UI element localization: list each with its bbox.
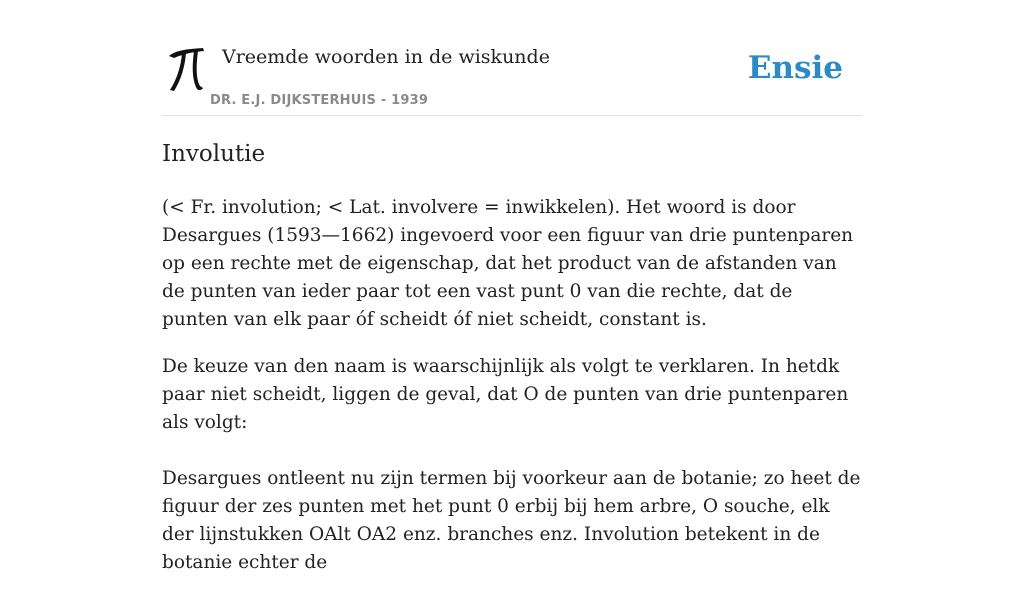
entry-paragraph: Desargues ontleent nu zijn termen bij voorkeur aan de botanie; zo heet de figuur der zes punten met het punt 0 erbij bij hem arbre, O souche, elk der lijnstukken OAlt OA2 enz. branches enz. Involution betekent in de botanie echter de: [162, 468, 861, 573]
book-title[interactable]: Vreemde woorden in de wiskunde: [222, 46, 550, 68]
pi-icon: [166, 44, 206, 94]
entry-title: Involutie: [162, 141, 266, 167]
brand-logo[interactable]: Ensie: [747, 50, 843, 86]
entry-content: [162, 138, 862, 596]
author-line: DR. E.J. DIJKSTERHUIS - 1939: [210, 93, 429, 108]
header: [162, 36, 862, 116]
entry-paragraph: De keuze van den naam is waarschijnlijk als volgt te verklaren. In hetdk paar niet scheidt, liggen de geval, dat O de punten van drie puntenparen als volgt:: [162, 356, 849, 433]
entry-paragraph: (< Fr. involution; < Lat. involvere = inwikkelen). Het woord is door Desargues (1593—1662) ingevoerd voor een figuur van drie puntenparen op een rechte met de eigenschap, dat het product van de afstanden van de punten van ieder paar tot een vast punt 0 van die rechte, dat de punten van elk paar óf scheidt óf niet scheidt, constant is.: [162, 197, 854, 330]
